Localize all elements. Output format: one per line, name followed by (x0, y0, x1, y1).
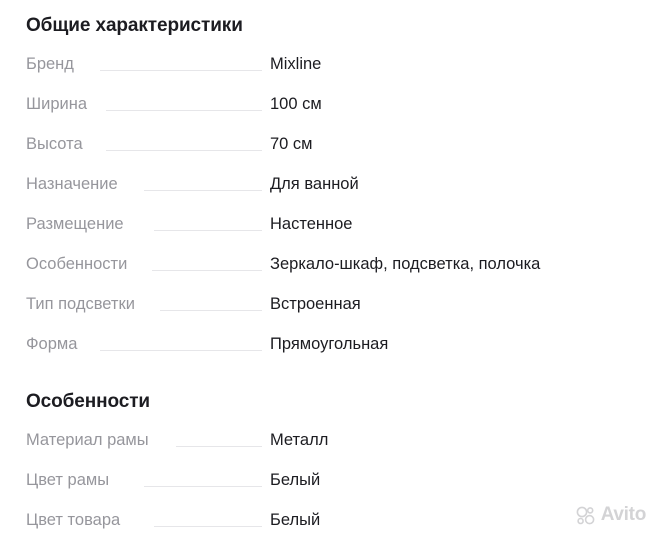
spec-value: Прямоугольная (270, 335, 389, 353)
spec-label: Тип подсветки (26, 295, 135, 313)
section-title-general: Общие характеристики (26, 15, 243, 36)
leader-line (106, 110, 262, 111)
spec-value: Белый (270, 511, 321, 529)
leader-line (152, 270, 262, 271)
leader-line (100, 350, 262, 351)
spec-value: Зеркало-шкаф, подсветка, полочка (270, 255, 541, 273)
leader-line (160, 310, 262, 311)
spec-row (26, 324, 638, 364)
spec-value: 70 см (270, 135, 313, 153)
watermark-text: Avito (600, 504, 646, 525)
spec-row (26, 164, 638, 204)
spec-label: Размещение (26, 215, 124, 233)
spec-value: Настенное (270, 215, 353, 233)
leader-line (176, 446, 262, 447)
spec-label: Особенности (26, 255, 128, 273)
spec-row (26, 284, 638, 324)
spec-row (26, 500, 638, 540)
watermark (575, 504, 646, 526)
spec-value: Белый (270, 471, 321, 489)
spec-value: Металл (270, 431, 329, 449)
spec-label: Форма (26, 335, 78, 353)
section-title-features: Особенности (26, 391, 151, 412)
leader-line (154, 526, 262, 527)
spec-label: Назначение (26, 175, 118, 193)
spec-row (26, 84, 638, 124)
leader-line (106, 150, 262, 151)
section-features (26, 390, 638, 540)
leader-line (154, 230, 262, 231)
spec-label: Материал рамы (26, 431, 149, 449)
spec-row (26, 124, 638, 164)
spec-label: Ширина (26, 95, 88, 113)
section-general (26, 14, 638, 364)
leader-line (144, 190, 262, 191)
spec-row (26, 204, 638, 244)
spec-value: Для ванной (270, 175, 359, 193)
leader-line (144, 486, 262, 487)
spec-label: Высота (26, 135, 83, 153)
spec-label: Бренд (26, 55, 74, 73)
spec-value: 100 см (270, 95, 322, 113)
spec-value: Встроенная (270, 295, 361, 313)
leader-line (100, 70, 262, 71)
spec-label: Цвет рамы (26, 471, 110, 489)
spec-row (26, 460, 638, 500)
avito-logo-icon (575, 505, 596, 526)
spec-label: Цвет товара (26, 511, 121, 529)
spec-value: Mixline (270, 55, 322, 73)
spec-row (26, 420, 638, 460)
spec-row (26, 244, 638, 284)
spec-row (26, 44, 638, 84)
